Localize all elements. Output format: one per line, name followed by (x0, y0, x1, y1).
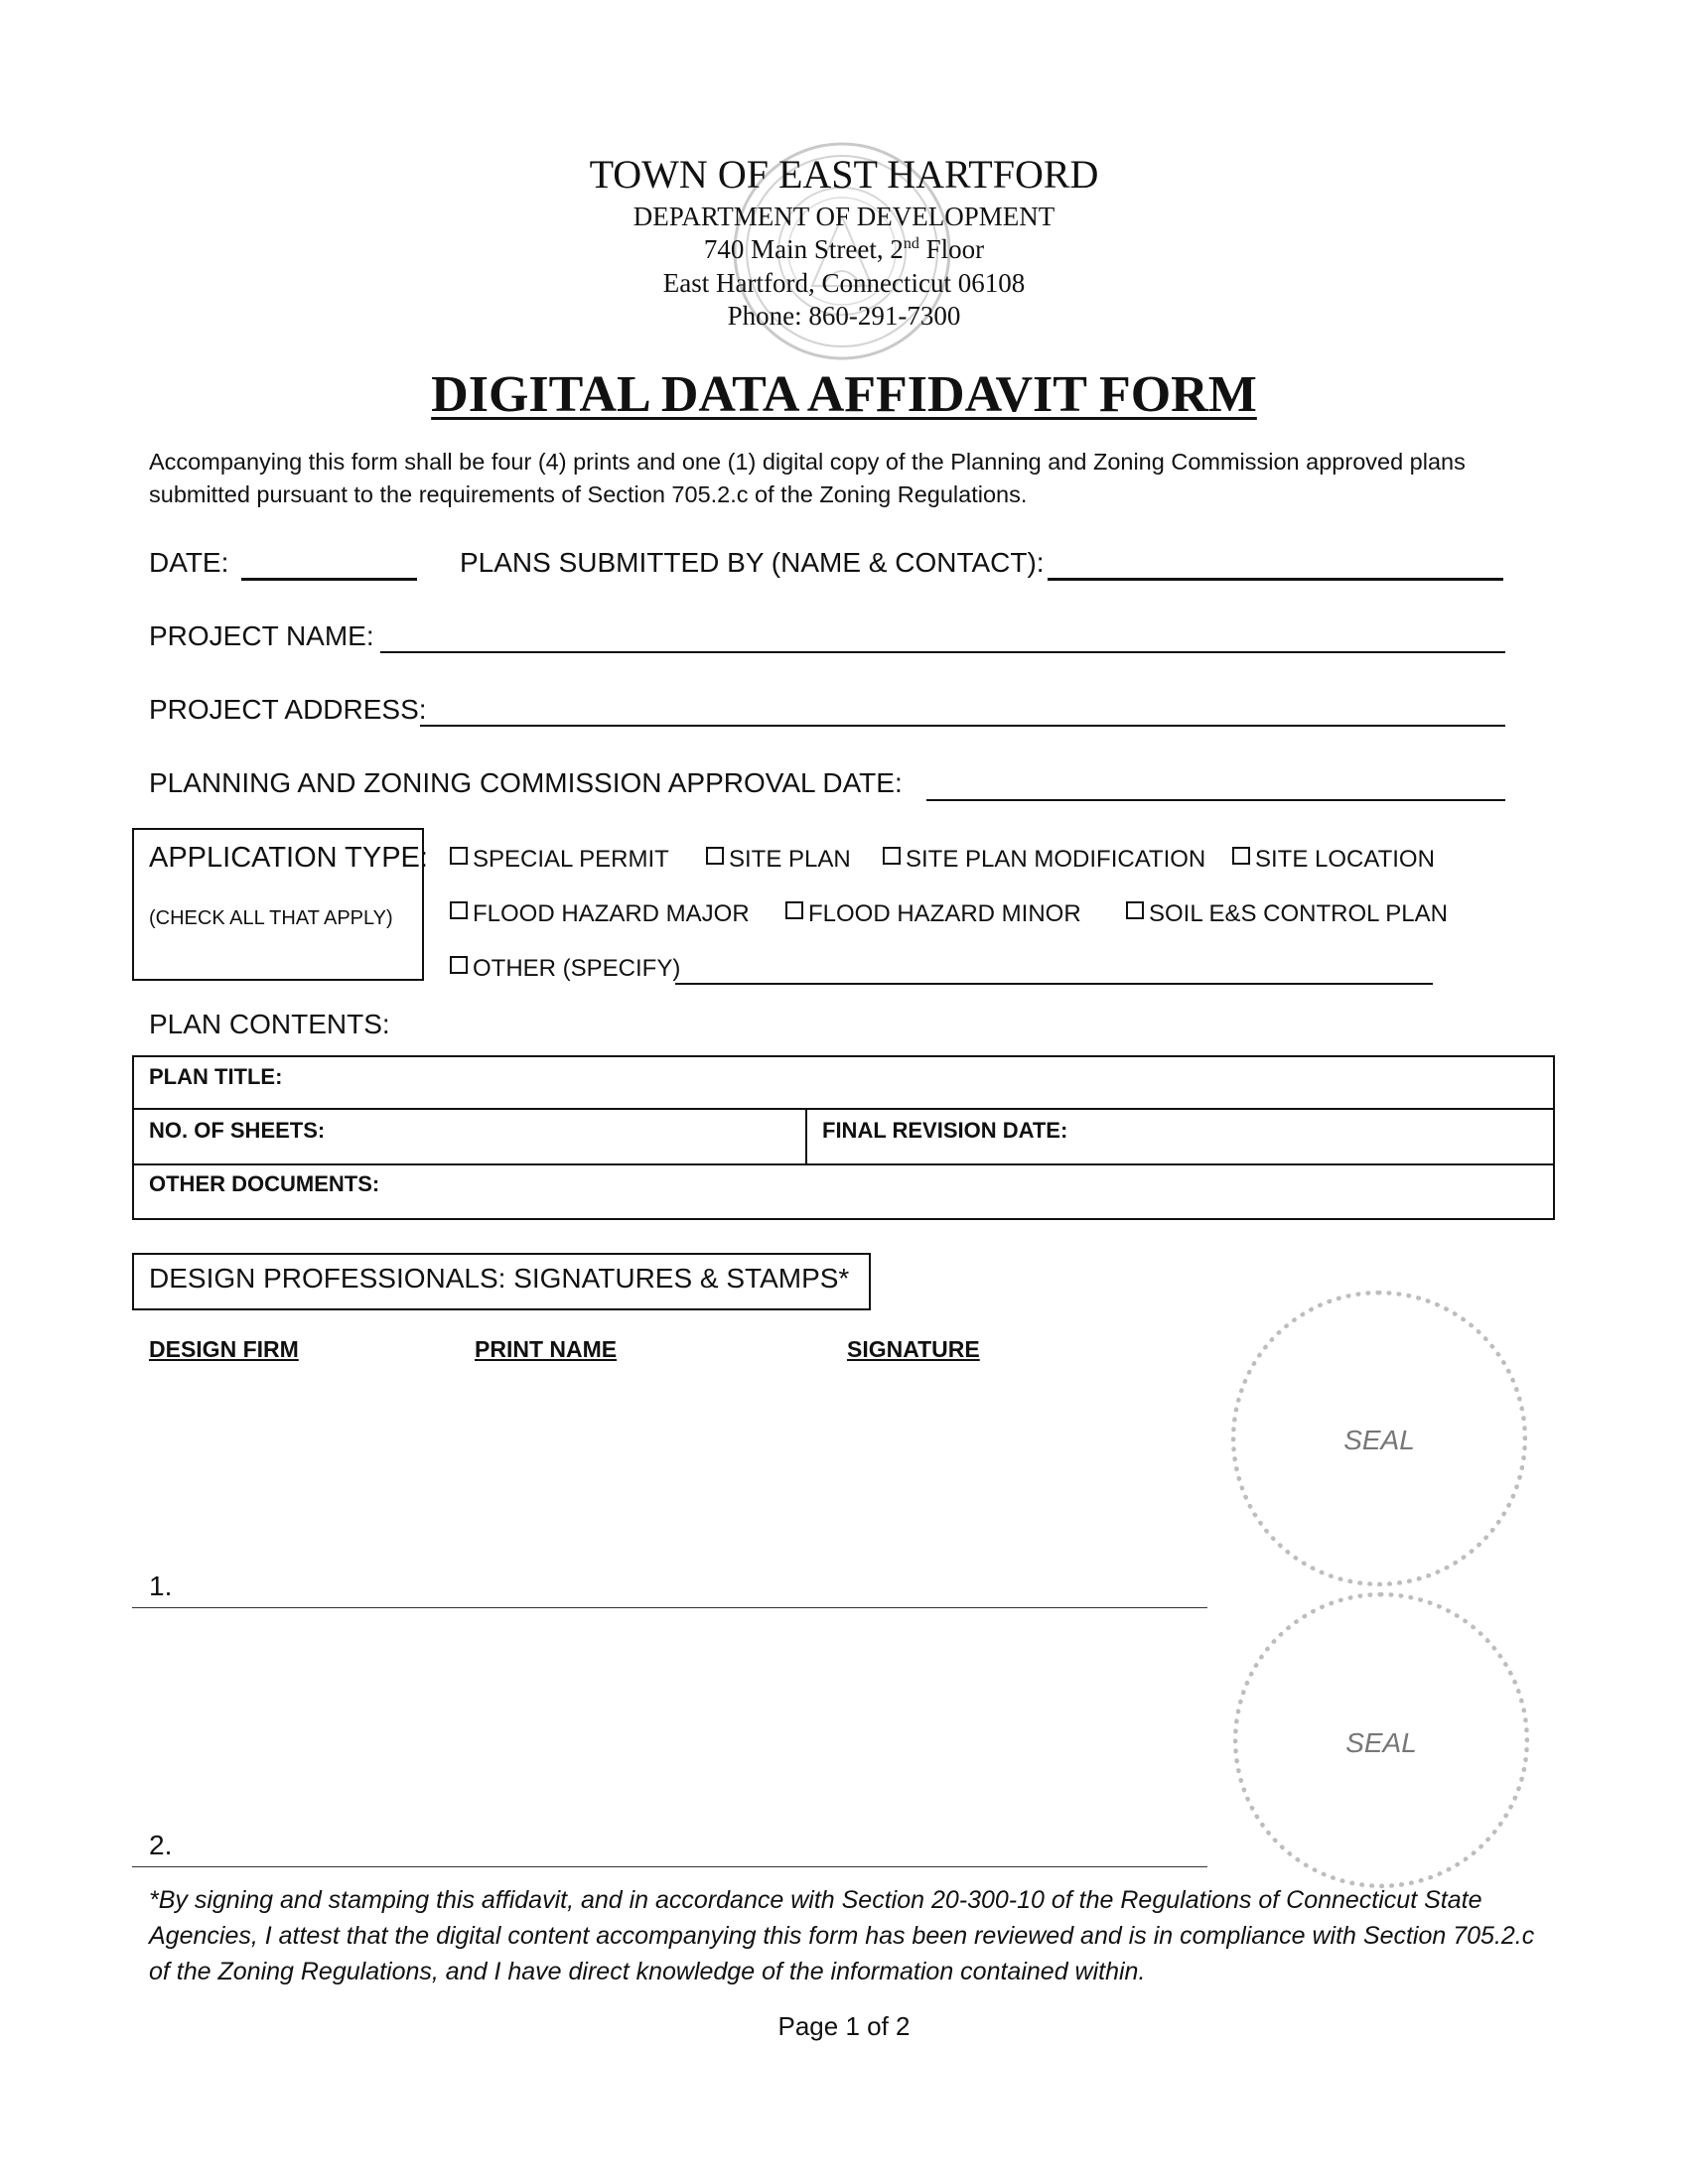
table-row-divider (132, 1108, 1555, 1110)
application-type-hint: (CHECK ALL THAT APPLY) (149, 907, 393, 929)
other-documents-cell[interactable]: OTHER DOCUMENTS: (149, 1171, 380, 1196)
approval-date-label: PLANNING AND ZONING COMMISSION APPROVAL DATE: (149, 767, 903, 798)
intro-paragraph: Accompanying this form shall be four (4) prints and one (1) digital copy of the Planning and Zoning Commission approved plans submitted pursuant to the requirements of Section 705.2.c of the Zoning Regulations. (149, 449, 1466, 507)
flood-hazard-minor-checkbox[interactable] (785, 901, 803, 919)
flood-hazard-minor-option: FLOOD HAZARD MINOR (808, 900, 1081, 927)
street-address-main: 740 Main Street, 2 (703, 234, 904, 264)
phone-number: Phone: 860-291-7300 (727, 301, 961, 331)
site-location-option: SITE LOCATION (1255, 846, 1435, 873)
other-checkbox[interactable] (450, 956, 468, 974)
seal-label-2: SEAL (1345, 1727, 1417, 1758)
department-name: DEPARTMENT OF DEVELOPMENT (633, 202, 1055, 231)
soil-es-control-plan-option: SOIL E&S CONTROL PLAN (1149, 900, 1448, 927)
city-state-zip: East Hartford, Connecticut 06108 (662, 268, 1026, 298)
design-firm-column-header: DESIGN FIRM (149, 1336, 299, 1362)
plan-contents-label: PLAN CONTENTS: (149, 1009, 390, 1039)
design-professionals-title: DESIGN PROFESSIONALS: SIGNATURES & STAMPS* (149, 1263, 850, 1294)
plan-title-cell[interactable]: PLAN TITLE: (149, 1064, 283, 1089)
table-row-divider (132, 1163, 1555, 1165)
page-number: Page 1 of 2 (777, 2011, 911, 2041)
signature-row-number-2: 2. (149, 1830, 173, 1860)
submitted-by-field[interactable] (1048, 578, 1503, 581)
soil-es-control-plan-checkbox[interactable] (1126, 901, 1144, 919)
form-title-text: DIGITAL DATA AFFIDAVIT FORM (431, 366, 1257, 423)
table-column-divider (805, 1108, 807, 1165)
submitted-by-label: PLANS SUBMITTED BY (NAME & CONTACT): (460, 547, 1045, 578)
other-option: OTHER (SPECIFY) (473, 955, 681, 982)
approval-date-field[interactable] (926, 799, 1505, 801)
final-revision-date-cell[interactable]: FINAL REVISION DATE: (822, 1118, 1068, 1143)
flood-hazard-major-checkbox[interactable] (450, 901, 468, 919)
seal-label-1: SEAL (1343, 1425, 1415, 1455)
street-address (0, 234, 1688, 265)
project-address-field[interactable] (420, 725, 1505, 727)
number-of-sheets-cell[interactable]: NO. OF SHEETS: (149, 1118, 326, 1143)
project-address-label: PROJECT ADDRESS: (149, 694, 427, 725)
flood-hazard-major-option: FLOOD HAZARD MAJOR (473, 900, 750, 927)
site-plan-modification-option: SITE PLAN MODIFICATION (906, 846, 1206, 873)
project-name-field[interactable] (380, 651, 1505, 653)
street-address-superscript: nd (903, 235, 919, 252)
town-name: TOWN OF EAST HARTFORD (589, 152, 1099, 197)
application-type-label: APPLICATION TYPE: (149, 842, 428, 874)
signature-line-2[interactable] (132, 1866, 1207, 1867)
other-specify-field[interactable] (675, 983, 1433, 985)
signature-row-number-1: 1. (149, 1570, 173, 1601)
date-field[interactable] (241, 578, 417, 581)
attestation-statement: *By signing and stamping this affidavit, and in accordance with Section 20-300-10 of the Regulations of Connecticut State Agencies, I attest that the digital content accompanying this form has been reviewed and is in compliance with Section 705.2.c of the Zoning Regulations, and I have direct knowledge of the information contained within. (149, 1886, 1535, 1985)
signature-line-1[interactable] (132, 1607, 1207, 1608)
special-permit-option: SPECIAL PERMIT (473, 846, 669, 873)
form-title (0, 365, 1688, 424)
date-label: DATE: (149, 547, 229, 578)
print-name-column-header: PRINT NAME (475, 1336, 618, 1362)
site-location-checkbox[interactable] (1232, 847, 1250, 865)
site-plan-checkbox[interactable] (706, 847, 724, 865)
special-permit-checkbox[interactable] (450, 847, 468, 865)
site-plan-modification-checkbox[interactable] (883, 847, 901, 865)
signature-column-header: SIGNATURE (847, 1336, 980, 1362)
project-name-label: PROJECT NAME: (149, 620, 374, 651)
street-address-floor: Floor (918, 234, 985, 264)
site-plan-option: SITE PLAN (729, 846, 851, 873)
